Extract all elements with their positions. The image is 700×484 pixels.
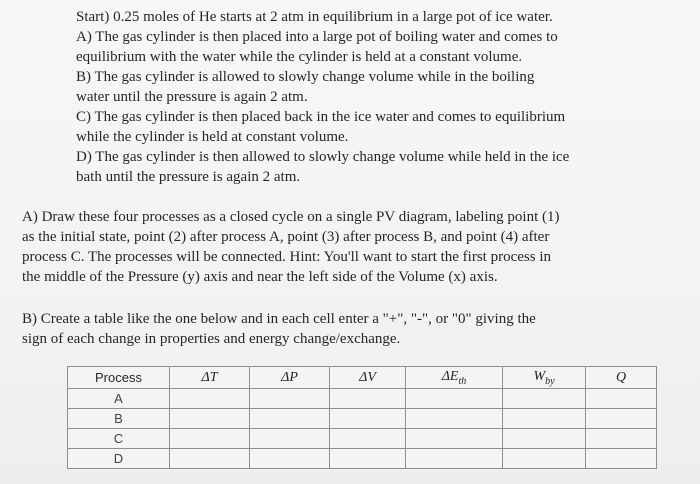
table-cell bbox=[250, 429, 330, 449]
table-row bbox=[68, 449, 657, 469]
table-cell bbox=[503, 409, 586, 429]
intro-line: C) The gas cylinder is then placed back in the ice water and comes to equilibrium bbox=[76, 109, 566, 125]
intro-line: B) The gas cylinder is allowed to slowly change volume while in the boiling bbox=[76, 69, 535, 85]
table-cell bbox=[170, 429, 250, 449]
table-cell bbox=[586, 389, 657, 409]
table-cell bbox=[586, 449, 657, 469]
table-cell bbox=[330, 409, 406, 429]
table-cell bbox=[503, 389, 586, 409]
part-b-line: B) Create a table like the one below and in each cell enter a "+", "-", or "0" giving the bbox=[22, 311, 536, 327]
part-b-line: sign of each change in properties and energy change/exchange. bbox=[22, 331, 401, 347]
header-delta-v: ΔV bbox=[330, 367, 406, 389]
intro-line: A) The gas cylinder is then placed into a large pot of boiling water and comes to bbox=[76, 29, 558, 45]
header-wby bbox=[503, 367, 586, 389]
table-cell bbox=[250, 409, 330, 429]
table-cell bbox=[406, 409, 503, 429]
row-process-label: A bbox=[68, 389, 170, 409]
part-a-line: process C. The processes will be connected. Hint: You'll want to start the first process in bbox=[22, 249, 551, 265]
intro-text bbox=[76, 7, 676, 187]
table-cell bbox=[330, 389, 406, 409]
header-delta-t: ΔT bbox=[170, 367, 250, 389]
intro-line: water until the pressure is again 2 atm. bbox=[76, 89, 308, 105]
header-process: Process bbox=[68, 367, 170, 389]
header-delta-eth bbox=[406, 367, 503, 389]
header-w-text: W bbox=[533, 368, 546, 384]
table-row bbox=[68, 409, 657, 429]
table-cell bbox=[170, 389, 250, 409]
table-cell bbox=[330, 449, 406, 469]
row-process-label: B bbox=[68, 409, 170, 429]
table-cell bbox=[503, 449, 586, 469]
table-cell bbox=[406, 389, 503, 409]
table-cell bbox=[586, 409, 657, 429]
table-cell bbox=[170, 409, 250, 429]
table-row bbox=[68, 429, 657, 449]
intro-line: bath until the pressure is again 2 atm. bbox=[76, 169, 301, 185]
part-a-line: A) Draw these four processes as a closed cycle on a single PV diagram, labeling point (1) bbox=[22, 209, 560, 225]
part-b-text bbox=[22, 309, 682, 349]
header-eth-sub: th bbox=[458, 375, 467, 387]
row-process-label: C bbox=[68, 429, 170, 449]
header-wby-sub: by bbox=[545, 375, 555, 387]
sign-table bbox=[67, 366, 657, 469]
table-header-row bbox=[68, 367, 657, 389]
part-a-text bbox=[22, 207, 682, 287]
intro-line: D) The gas cylinder is then allowed to slowly change volume while held in the ice bbox=[76, 149, 570, 165]
table-cell bbox=[503, 429, 586, 449]
table-cell bbox=[586, 429, 657, 449]
intro-line: equilibrium with the water while the cylinder is held at a constant volume. bbox=[76, 49, 523, 65]
table-row bbox=[68, 389, 657, 409]
header-delta-e-text: ΔE bbox=[441, 368, 459, 384]
table-cell bbox=[330, 429, 406, 449]
table-cell bbox=[170, 449, 250, 469]
row-process-label: D bbox=[68, 449, 170, 469]
intro-line: Start) 0.25 moles of He starts at 2 atm in equilibrium in a large pot of ice water. bbox=[76, 9, 553, 25]
table-cell bbox=[250, 389, 330, 409]
part-a-line: the middle of the Pressure (y) axis and near the left side of the Volume (x) axis. bbox=[22, 269, 498, 285]
table-cell bbox=[250, 449, 330, 469]
table-cell bbox=[406, 449, 503, 469]
table-cell bbox=[406, 429, 503, 449]
header-delta-p: ΔP bbox=[250, 367, 330, 389]
part-a-line: as the initial state, point (2) after process A, point (3) after process B, and point (4) after bbox=[22, 229, 550, 245]
header-q: Q bbox=[586, 367, 657, 389]
intro-line: while the cylinder is held at constant volume. bbox=[76, 129, 349, 145]
